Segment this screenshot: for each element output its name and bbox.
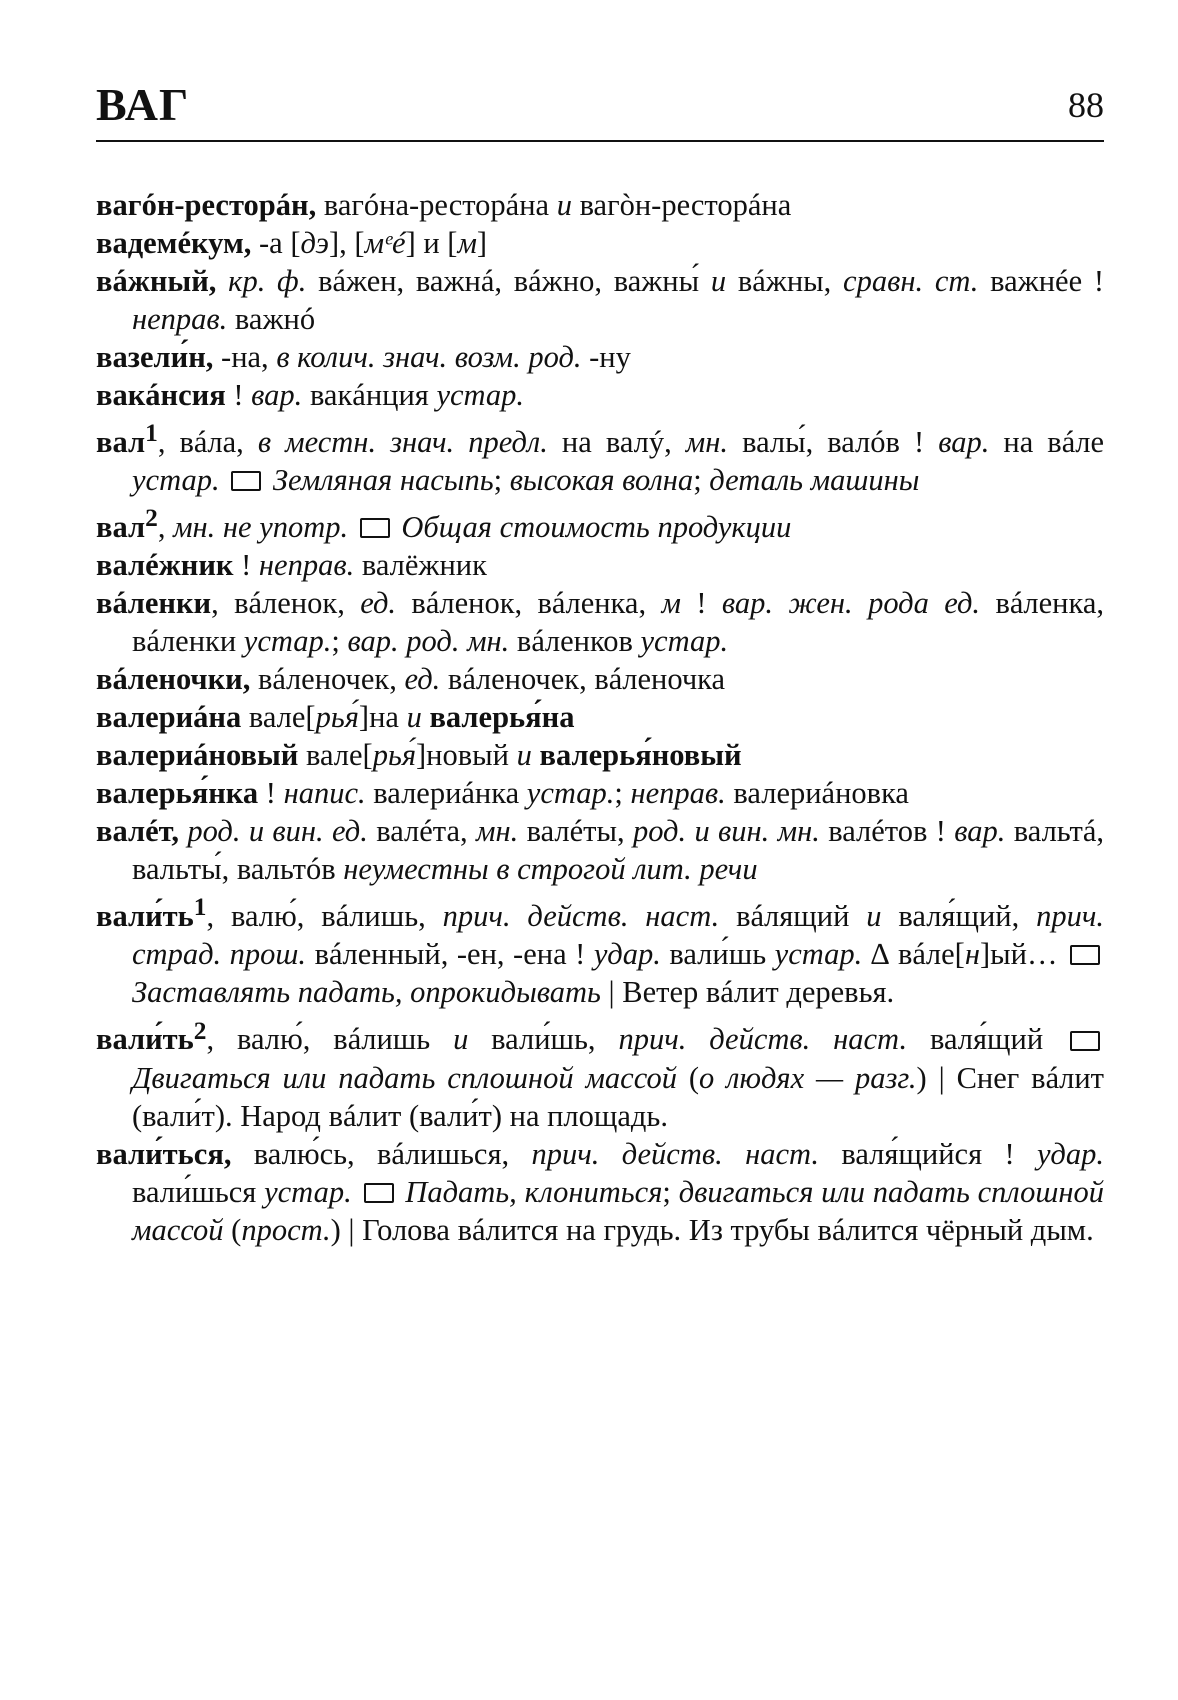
label-text: м: [457, 226, 477, 260]
label-text: м: [661, 586, 681, 621]
headword: вакáнсия: [96, 378, 226, 412]
label-text: и: [516, 738, 532, 773]
entry-text: валы́, валóв !: [728, 425, 939, 460]
entry-text: ]новый: [416, 738, 517, 773]
headword: вазели́н,: [96, 340, 214, 374]
headword: валерья́на: [429, 700, 575, 735]
definition-box-icon: [360, 518, 390, 538]
label-text: неправ.: [258, 548, 355, 583]
dictionary-entry: [96, 1011, 1104, 1134]
entry-text: ∆ вáле[: [862, 937, 965, 972]
label-text: двигаться или падать сплошной массой: [132, 1174, 1105, 1247]
label-text: род. и вин. ед.: [187, 814, 368, 849]
definition-box-icon: [231, 471, 261, 491]
dictionary-entry: [96, 376, 1104, 414]
entry-text: вали́шь: [660, 937, 775, 972]
label-text: кр. ф.: [228, 264, 307, 298]
label-text: устар.: [243, 624, 332, 659]
entry-text: [216, 264, 228, 298]
dictionary-entry: [96, 660, 1104, 698]
headword: валерья́нка: [96, 776, 259, 811]
label-text: устар.: [526, 776, 615, 811]
label-text: о людях — разг.: [699, 1060, 917, 1095]
headword: вадемéкум,: [96, 226, 252, 260]
label-text: деталь машины: [709, 463, 920, 498]
homonym-index: 2: [193, 1016, 207, 1045]
headword: вагóн-ресторáн,: [96, 188, 317, 222]
entry-text: валю́сь, вáлишься,: [231, 1136, 532, 1171]
entry-text: ;: [331, 624, 348, 659]
label-text: вар.: [954, 814, 1006, 849]
page-number: 88: [1068, 85, 1104, 125]
entry-text: ]ый…: [979, 937, 1066, 972]
entry-text: ]: [476, 226, 488, 260]
label-text: напис.: [283, 776, 366, 811]
entry-text: валериáнка: [365, 776, 527, 811]
label-text: род. и вин. мн.: [632, 814, 820, 849]
headword: вáленочки,: [96, 662, 251, 697]
entry-text: вáленков: [509, 624, 641, 659]
label-text: мн. не употр.: [173, 510, 349, 545]
label-text: устар.: [264, 1174, 352, 1209]
headword: валериáновый: [96, 738, 299, 773]
entry-text: ,: [157, 510, 174, 545]
label-text: высокая волна: [509, 463, 694, 498]
homonym-marker: [145, 419, 158, 459]
dictionary-entry: [96, 736, 1104, 774]
headword: валерья́новый: [539, 738, 742, 773]
entry-text: валя́щий: [907, 1022, 1067, 1057]
entry-text: ;: [662, 1174, 679, 1209]
headword: валéжник: [96, 548, 234, 583]
entry-text: ] и [: [405, 226, 458, 260]
definition-box-icon: [364, 1183, 394, 1203]
entry-text: вагóна-ресторáна: [316, 188, 557, 222]
label-text: устар.: [436, 378, 525, 412]
page-header: [96, 78, 1104, 142]
entry-text: !: [680, 586, 722, 621]
dictionary-entry: [96, 584, 1104, 660]
label-text: Общая стоимость продукции: [393, 510, 792, 545]
homonym-index: 1: [145, 419, 158, 447]
homonym-marker: [193, 1016, 207, 1057]
label-text: неправ.: [132, 302, 228, 336]
label-text: ед.: [404, 662, 441, 697]
headword: валéт,: [96, 814, 179, 849]
label-text: мᵉé: [364, 226, 406, 260]
label-text: и: [453, 1022, 469, 1057]
entry-text: [348, 510, 356, 544]
homonym-index: 2: [145, 504, 158, 533]
entry-text: вáленный, -ен, -ена !: [306, 937, 594, 972]
guide-word: ВАГ: [96, 79, 190, 130]
entry-text: , вáленок,: [211, 586, 361, 621]
label-text: и: [556, 188, 572, 222]
homonym-marker: [193, 893, 207, 933]
label-text: вар.: [251, 378, 303, 412]
entry-text: !: [233, 548, 259, 583]
entry-text: (: [223, 1212, 242, 1247]
homonym-index: 1: [193, 893, 207, 922]
label-text: и: [710, 264, 727, 298]
label-text: и: [406, 700, 422, 735]
dictionary-entry: [96, 186, 1104, 224]
entry-text: валя́щий,: [881, 899, 1037, 934]
entry-text: ;: [614, 776, 631, 811]
label-text: прич. действ. наст.: [531, 1136, 820, 1171]
dictionary-entry: [96, 1135, 1104, 1249]
label-text: неправ.: [630, 776, 726, 811]
entry-text: вáленка, вáленки: [132, 586, 1104, 659]
definition-box-icon: [1070, 1031, 1100, 1051]
dictionary-entry: [96, 546, 1104, 584]
label-text: мн.: [476, 814, 519, 849]
label-text: неуместны в строгой лит. речи: [343, 852, 758, 887]
entry-text: , валю́, вáлишь,: [206, 899, 443, 934]
homonym-marker: [145, 504, 158, 544]
headword: вали́ть: [96, 1022, 194, 1057]
dictionary-entry: [96, 698, 1104, 736]
entry-text: -ну: [581, 340, 631, 374]
label-text: в местн. знач. предл.: [257, 425, 548, 460]
entry-text: вáленочек,: [250, 662, 405, 697]
entry-text: вáжны,: [726, 264, 844, 298]
entry-text: [220, 463, 228, 497]
entry-text: валя́щийся !: [819, 1136, 1037, 1171]
entry-text: ;: [693, 463, 710, 498]
entry-text: вале[: [298, 738, 373, 773]
entry-text: (: [676, 1060, 700, 1095]
entry-text: валериáновка: [725, 776, 909, 811]
entry-text: важнó: [227, 302, 316, 336]
entry-text: вáленок, вáленка,: [396, 586, 662, 621]
dictionary-entry: [96, 224, 1104, 262]
label-text: устар.: [640, 624, 729, 659]
entry-text: на вáле: [989, 425, 1104, 460]
label-text: прич. действ. наст.: [442, 899, 720, 934]
dictionary-entry: [96, 812, 1104, 888]
label-text: прич. страд. прош.: [132, 899, 1105, 972]
label-text: рья́: [372, 738, 417, 773]
entry-text: вале[: [241, 700, 316, 735]
label-text: в колич. знач. возм. род.: [276, 340, 582, 374]
label-text: Падать, клониться: [397, 1174, 663, 1209]
entry-text: валéта,: [367, 814, 476, 849]
entry-text: вальтá, вальты́, вальтóв: [132, 814, 1105, 887]
entry-text: | Ветер вáлит деревья.: [600, 975, 895, 1010]
label-text: ед.: [360, 586, 397, 621]
entry-text: -а [: [251, 226, 301, 260]
headword: вал: [96, 510, 146, 545]
entry-text: важнéе !: [978, 264, 1105, 298]
dictionary-entry: [96, 888, 1104, 1011]
dictionary-entry: [96, 774, 1104, 812]
definition-box-icon: [1070, 945, 1100, 965]
headword: вáжный,: [96, 264, 217, 298]
entry-text: ) | Снег вáлит (вали́т). Народ вáлит (вали́т) на площадь.: [132, 1060, 1104, 1133]
entry-text: вагòн-ресторáна: [571, 188, 792, 222]
label-text: рья́: [315, 700, 359, 735]
entry-text: -на,: [213, 340, 277, 374]
label-text: н: [964, 937, 980, 972]
dictionary-entry: [96, 338, 1104, 376]
entry-text: вали́шься: [132, 1174, 265, 1209]
dictionary-entries: [96, 186, 1104, 1249]
entry-text: валéты,: [518, 814, 633, 849]
dictionary-entry: [96, 499, 1104, 546]
label-text: вар. жен. рода ед.: [721, 586, 981, 621]
headword: вали́ться,: [96, 1136, 232, 1171]
dictionary-entry: [96, 414, 1104, 499]
entry-text: !: [258, 776, 284, 811]
headword: вал: [96, 425, 146, 460]
label-text: прич. действ. наст.: [618, 1022, 908, 1057]
label-text: мн.: [685, 425, 729, 460]
entry-text: , валю́, вáлишь: [206, 1022, 454, 1057]
label-text: сравн. ст.: [843, 264, 979, 298]
dictionary-entry: [96, 262, 1104, 338]
entry-text: , вáла,: [157, 425, 258, 460]
label-text: устар.: [132, 463, 220, 498]
entry-text: [352, 1175, 360, 1209]
label-text: Земляная насыпь: [265, 463, 494, 498]
entry-text: ;: [493, 463, 510, 498]
entry-text: !: [225, 378, 252, 412]
headword: валериáна: [96, 700, 242, 735]
label-text: дэ: [300, 226, 329, 260]
entry-text: вакáнция: [302, 378, 437, 412]
entry-text: вáленочек, вáленочка: [440, 662, 726, 697]
entry-text: вáжен, важнá, вáжно, важны́: [306, 264, 711, 298]
entry-text: вáлящий: [719, 899, 867, 934]
entry-text: вали́шь,: [468, 1022, 619, 1057]
entry-text: ) | Голова вáлится на грудь. Из трубы вáлится чёрный дым.: [330, 1212, 1094, 1247]
entry-text: валéтов !: [819, 814, 955, 849]
headword: вáленки: [96, 586, 212, 621]
label-text: Заставлять падать, опрокидывать: [132, 975, 601, 1010]
entry-text: ]на: [358, 700, 407, 735]
label-text: прост.: [241, 1212, 331, 1247]
label-text: удар.: [593, 937, 661, 972]
entry-text: ], [: [328, 226, 365, 260]
label-text: вар. род. мн.: [347, 624, 510, 659]
headword: вали́ть: [96, 899, 194, 934]
label-text: устар.: [774, 937, 863, 972]
entry-text: валёжник: [354, 548, 487, 583]
label-text: вар.: [938, 425, 990, 460]
entry-text: на валý,: [547, 425, 686, 460]
label-text: и: [866, 899, 882, 934]
label-text: удар.: [1036, 1136, 1104, 1171]
label-text: Двигаться или падать сплошной массой: [132, 1060, 677, 1095]
